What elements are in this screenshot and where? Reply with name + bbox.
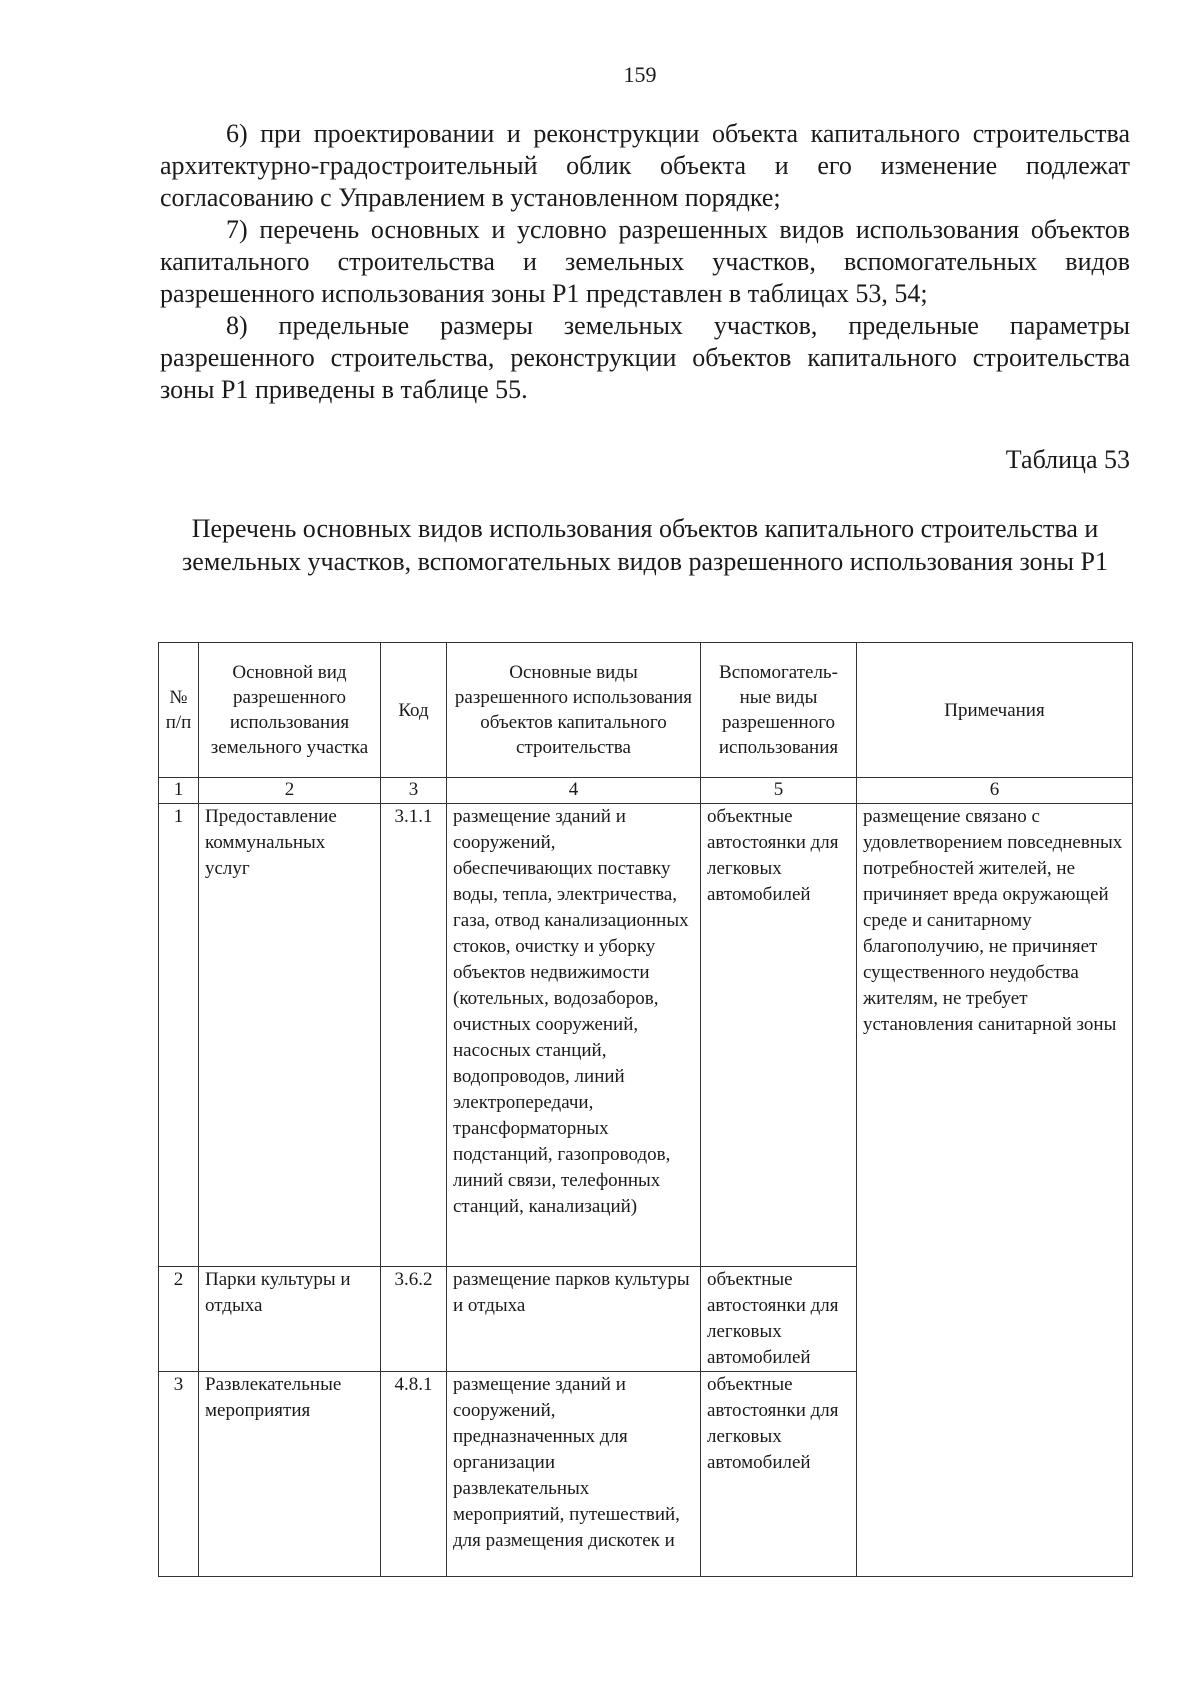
table-caption: Таблица 53 [1005, 445, 1130, 474]
column-number: 6 [857, 778, 1133, 804]
row-main-objects: размещение зданий и сооружений, обеспечивающих поставку воды, тепла, электричества, газа, отвод канализационных стоков, очистку и уборку объектов недвижимости (котельных, водозаборов, очистных сооружений, насосных станций, водопроводов, линий электропередачи, трансформаторных подстанций, газопроводов, линий связи, телефонных станций, канализаций) [447, 804, 701, 1267]
paragraph-8: 8) предельные размеры земельных участков, предельные параметры разрешенного строительства, реконструкции объектов капитального строительства зоны Р1 приведены в таблице 55. [160, 311, 1130, 404]
table-title: Перечень основных видов использования объектов капитального строительства и земельных участков, вспомогательных видов разрешенного использования зоны Р1 [182, 514, 1108, 576]
row-main-kind: Парки культуры и отдыха [199, 1267, 381, 1372]
row-main-objects: размещение парков культуры и отдыха [447, 1267, 701, 1372]
header-auxiliary: Вспомогатель-ные виды разрешенного использования [701, 643, 857, 778]
header-main-kind: Основной вид разрешенного использования земельного участка [199, 643, 381, 778]
header-main-objects: Основные виды разрешенного использования объектов капитального строительства [447, 643, 701, 778]
row-main-kind: Развлекательные мероприятия [199, 1372, 381, 1577]
column-number: 1 [159, 778, 199, 804]
header-num: № п/п [159, 643, 199, 778]
row-main-objects: размещение зданий и сооружений, предназначенных для организации развлекательных мероприятий, путешествий, для размещения дискотек и [447, 1372, 701, 1577]
land-use-table [158, 642, 1133, 1577]
column-number: 3 [381, 778, 447, 804]
paragraph-7: 7) перечень основных и условно разрешенных видов использования объектов капитального строительства и земельных участков, вспомогательных видов разрешенного использования зоны Р1 представлен в таблицах 53, 54; [160, 215, 1130, 308]
row-num: 2 [159, 1267, 199, 1372]
row-num: 1 [159, 804, 199, 1267]
row-code: 3.6.2 [381, 1267, 447, 1372]
row-main-kind: Предоставление коммунальных услуг [199, 804, 381, 1267]
table-row [159, 804, 1133, 1267]
row-code: 3.1.1 [381, 804, 447, 1267]
column-number: 4 [447, 778, 701, 804]
row-num: 3 [159, 1372, 199, 1577]
paragraph-6: 6) при проектировании и реконструкции объекта капитального строительства архитектурно-градостроительный облик объекта и его изменение подлежат согласованию с Управлением в установленном порядке; [160, 119, 1130, 212]
row-auxiliary: объектные автостоянки для легковых автомобилей [701, 804, 857, 1267]
table-header-row [159, 643, 1133, 778]
row-code: 4.8.1 [381, 1372, 447, 1577]
page-number: 159 [623, 62, 657, 87]
body-text [160, 118, 1130, 406]
column-number-row [159, 778, 1133, 804]
header-code: Код [381, 643, 447, 778]
column-number: 5 [701, 778, 857, 804]
row-auxiliary: объектные автостоянки для легковых автомобилей [701, 1267, 857, 1372]
row-auxiliary: объектные автостоянки для легковых автомобилей [701, 1372, 857, 1577]
column-number: 2 [199, 778, 381, 804]
header-notes: Примечания [857, 643, 1133, 778]
row-notes: размещение связано с удовлетворением повседневных потребностей жителей, не причиняет вреда окружающей среде и санитарному благополучию, не причиняет существенного неудобства жителям, не требует установления санитарной зоны [857, 804, 1133, 1577]
